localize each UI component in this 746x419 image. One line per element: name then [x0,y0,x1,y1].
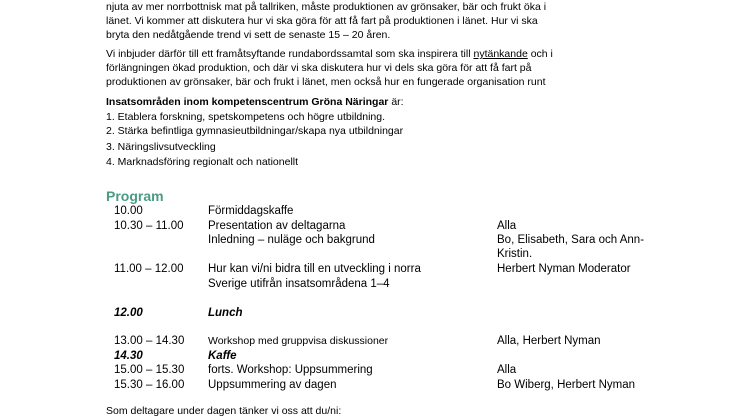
program-who: Alla [497,364,517,376]
program-who: Bo, Elisabeth, Sara och Ann- [497,234,645,246]
closing-line: Som deltagare under dagen tänker vi oss att du/ni: [106,405,342,417]
program-who: Alla [497,220,517,232]
program-activity: Förmiddagskaffe [208,205,294,217]
focus-item-2: 2. Stärka befintliga gymnasieutbildningar/skapa nya utbildningar [106,125,404,137]
program-who: Herbert Nyman Moderator [497,263,631,275]
invite-line-1: Vi inbjuder därför till ett framåtsyftande rundabordssamtal som ska inspirera till nytänkande och i [106,48,553,60]
program-activity: Uppsummering av dagen [208,379,337,391]
program-who: Bo Wiberg, Herbert Nyman [497,379,636,391]
program-activity: Sverige utifrån insatsområdena 1–4 [208,278,390,290]
program-who: Alla, Herbert Nyman [497,335,601,347]
program-activity: forts. Workshop: Uppsummering [208,364,373,376]
invite-line-3: produktionen av grönsaker, bär och frukt i länet, men också hur en fungerade organisation runt [106,76,546,88]
program-time: 13.00 – 14.30 [114,335,185,347]
focus-item-1: 1. Etablera forskning, spetskompetens och högre utbildning. [106,111,386,123]
intro-line-3: bryta den nedåtgående trend vi sett de senaste 15 – 20 åren. [106,29,391,41]
program-time: 14.30 [114,350,143,362]
intro-line-2: länet. Vi kommer att diskutera hur vi ska göra för att få fart på produktionen i länet. Hur vi ska [106,15,538,27]
program-time: 15.00 – 15.30 [114,364,185,376]
program-time: 11.00 – 12.00 [114,263,184,275]
program-activity: Inledning – nuläge och bakgrund [208,234,375,246]
link-nytankande[interactable]: nytänkande [473,48,528,60]
program-time: 12.00 [114,307,143,319]
program-activity: Kaffe [208,350,237,362]
program-activity: Lunch [208,307,243,319]
program-who: Kristin. [497,248,533,260]
program-activity: Workshop med gruppvisa diskussioner [208,335,389,347]
intro-line-1: njuta av mer norrbottnisk mat på tallriken, måste produktionen av grönsaker, bär och frukt öka i [106,1,547,13]
program-time: 15.30 – 16.00 [114,379,185,391]
focus-item-3: 3. Näringslivsutveckling [106,141,216,153]
invite-line-2: förlängningen ökad produktion, och där vi ska diskutera hur vi dels ska göra för att få fart på [106,62,532,74]
focus-heading: Insatsområden inom kompetenscentrum Gröna Näringar är: [106,96,404,108]
program-time: 10.30 – 11.00 [114,220,184,232]
program-heading: Program [106,188,164,204]
program-time: 10.00 [114,205,143,217]
focus-item-4: 4. Marknadsföring regionalt och nationellt [106,156,299,168]
program-activity: Hur kan vi/ni bidra till en utveckling i norra [208,263,421,275]
program-activity: Presentation av deltagarna [208,220,346,232]
